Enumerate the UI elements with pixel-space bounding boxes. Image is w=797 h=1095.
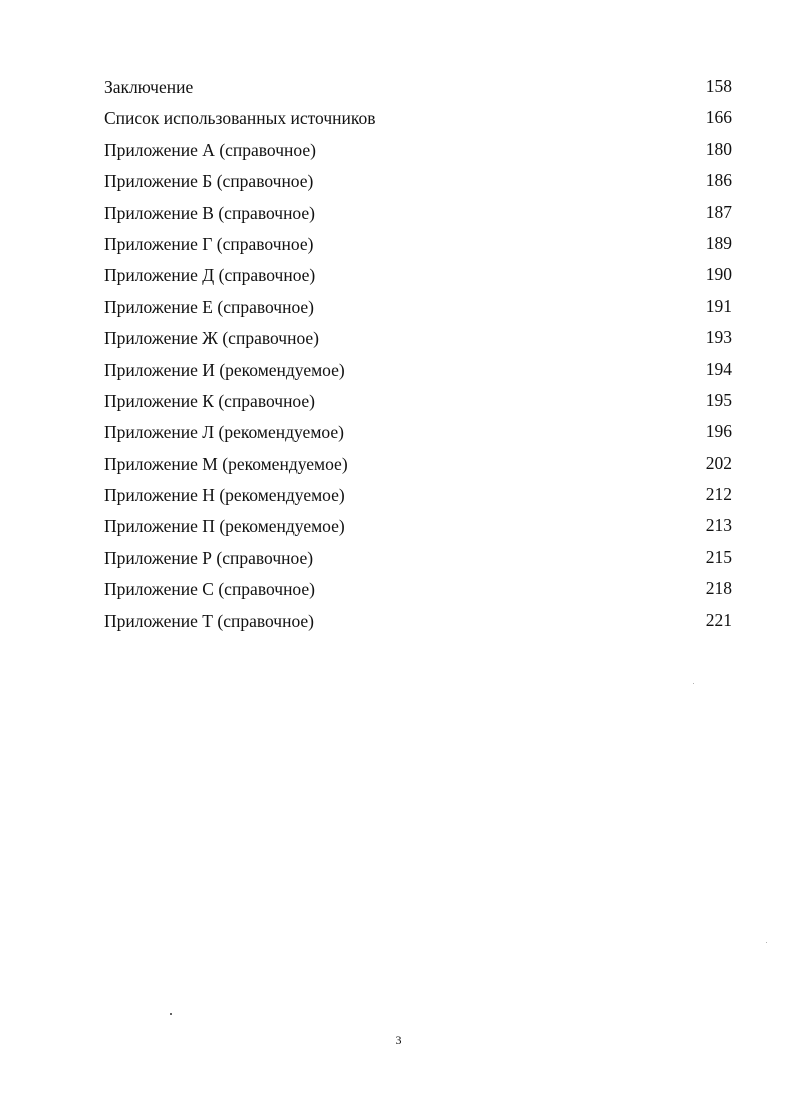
toc-entry-page: 218 — [705, 578, 732, 599]
toc-entry[interactable] — [104, 262, 734, 293]
toc-entry-page: 190 — [705, 264, 732, 285]
toc-entry-title: Приложение Б (справочное) — [104, 171, 314, 192]
scan-speck — [170, 1013, 172, 1015]
toc-entry-title: Приложение Р (справочное) — [104, 547, 314, 568]
toc-entry-page: 195 — [705, 389, 732, 410]
toc-entry-page: 166 — [705, 107, 732, 128]
toc-entry-title: Приложение Н (рекомендуемое) — [104, 485, 345, 506]
toc-entry-page: 213 — [705, 515, 732, 536]
toc-entry-title: Приложение Ж (справочное) — [104, 328, 319, 349]
toc-entry[interactable] — [104, 105, 734, 136]
toc-entry[interactable] — [104, 231, 734, 262]
toc-entry[interactable] — [104, 325, 734, 356]
toc-entry[interactable] — [104, 200, 734, 231]
toc-entry[interactable] — [104, 388, 734, 419]
toc-entry-title: Приложение Л (рекомендуемое) — [104, 422, 344, 443]
toc-entry-title: Приложение Е (справочное) — [104, 296, 315, 317]
toc-entry[interactable] — [104, 294, 734, 325]
table-of-contents — [104, 74, 734, 639]
toc-entry-title: Приложение К (справочное) — [104, 390, 315, 411]
toc-entry-title: Приложение М (рекомендуемое) — [104, 453, 348, 474]
toc-entry-page: 189 — [705, 232, 732, 253]
toc-entry-title: Приложение Г (справочное) — [104, 233, 314, 254]
toc-entry-page: 202 — [705, 452, 732, 473]
toc-entry-title: Приложение С (справочное) — [104, 579, 315, 600]
toc-entry-title: Приложение Т (справочное) — [104, 610, 315, 631]
toc-entry-page: 191 — [705, 295, 732, 316]
toc-entry-title: Приложение В (справочное) — [104, 202, 315, 223]
toc-entry-page: 180 — [705, 138, 732, 159]
toc-entry[interactable] — [104, 608, 734, 639]
scan-speck — [766, 942, 767, 943]
toc-entry-title: Приложение И (рекомендуемое) — [104, 359, 345, 380]
toc-entry[interactable] — [104, 482, 734, 513]
toc-entry[interactable] — [104, 357, 734, 388]
toc-entry-page: 196 — [705, 421, 732, 442]
toc-entry-page: 158 — [705, 76, 732, 96]
toc-entry-page: 194 — [705, 358, 732, 379]
toc-entry-title: Приложение Д (справочное) — [104, 265, 316, 286]
scan-speck — [693, 683, 694, 684]
toc-entry-title: Приложение А (справочное) — [104, 139, 316, 160]
toc-entry-page: 221 — [705, 609, 732, 630]
toc-entry[interactable] — [104, 545, 734, 576]
toc-entry-page: 193 — [705, 327, 732, 348]
toc-entry[interactable] — [104, 74, 734, 105]
toc-entry-title: Приложение П (рекомендуемое) — [104, 516, 345, 537]
toc-entry[interactable] — [104, 419, 734, 450]
toc-entry-page: 186 — [705, 170, 732, 191]
toc-entry[interactable] — [104, 513, 734, 544]
page-number: 3 — [395, 1033, 402, 1047]
toc-entry-page: 215 — [705, 546, 732, 567]
toc-entry[interactable] — [104, 137, 734, 168]
toc-entry-page: 187 — [705, 201, 732, 222]
toc-entry-title: Список использованных источников — [104, 108, 376, 129]
toc-entry[interactable] — [104, 168, 734, 199]
toc-entry-title: Заключение — [104, 77, 194, 97]
toc-entry[interactable] — [104, 576, 734, 607]
toc-entry-page: 212 — [705, 484, 732, 505]
toc-entry[interactable] — [104, 451, 734, 482]
